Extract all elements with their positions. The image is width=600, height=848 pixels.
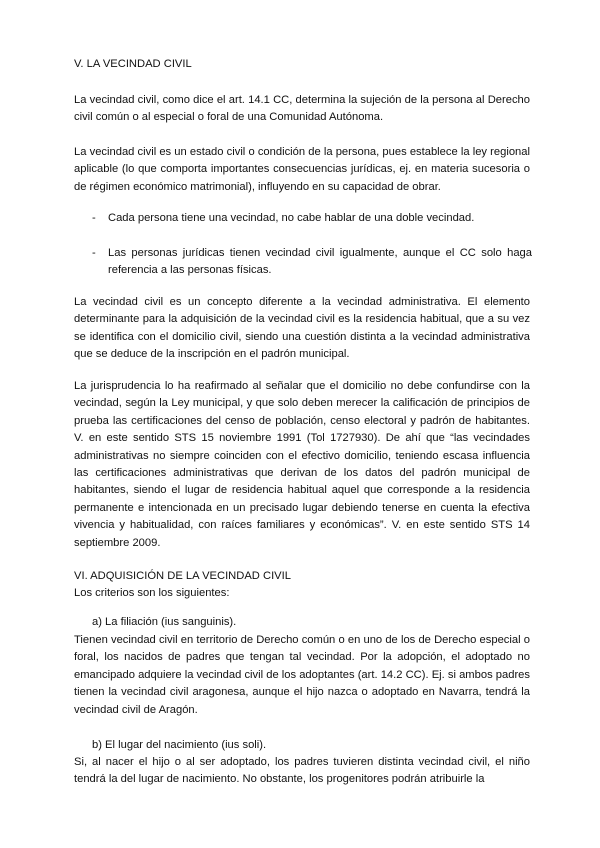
bullet-dash: - [92, 247, 96, 259]
section-v-heading: V. LA VECINDAD CIVIL [74, 58, 192, 70]
section-v-paragraph-1: La vecindad civil, como dice el art. 14.1 CC, determina la sujeción de la persona al Derecho civil común o al especial o foral de una Comunidad Autónoma. [74, 94, 530, 124]
criterion-b-label: b) El lugar del nacimiento (ius soli). [92, 739, 267, 751]
section-v-paragraph-4: La jurisprudencia lo ha reafirmado al señalar que el domicilio no debe confundirse con la vecindad, según la Ley municipal, y que solo deben merecer la calificación de principios de prueba las certificaciones del censo de población, censo electoral y padrón de habitantes. V. en este sentido STS 15 noviembre 1991 (Tol 1727930). De ahí que “las vecindades administrativas no siempre coinciden con el efectivo domicilio, teniendo escasa influencia las certificaciones administrativas que derivan de los datos del padrón municipal de habitantes, siendo el lugar de residencia habitual aquel que corresponde a la residencia permanente e intencionada en un precisado lugar debiendo tenerse en cuenta la efectiva vivencia y habitualidad, con raíces familiares y económicas”. V. en este sentido STS 14 septiembre 2009. [74, 380, 530, 549]
criterion-a-text: Tienen vecindad civil en territorio de Derecho común o en uno de los de Derecho especial o foral, los nacidos de padres que tengan tal vecindad. Por la adopción, el adoptado no emancipado adquiere la vecindad civil de los adoptantes (art. 14.2 CC). Ej. si ambos padres tienen la vecindad civil aragonesa, aunque el hijo nazca o adoptado en Navarra, tendrá la vecindad civil de Aragón. [74, 634, 530, 716]
section-v-paragraph-3: La vecindad civil es un concepto diferente a la vecindad administrativa. El elemento determinante para la adquisición de la vecindad civil es la residencia habitual, que a su vez se identifica con el domicilio civil, siendo una cuestión distinta a la vecindad administrativa que se deduce de la inscripción en el padrón municipal. [74, 296, 530, 361]
criterion-b-text: Si, al nacer el hijo o al ser adoptado, los padres tuvieren distinta vecindad civil, el niño tendrá la del lugar de nacimiento. No obstante, los progenitores podrán atribuirle la [74, 756, 530, 786]
bullet-text: Las personas jurídicas tienen vecindad civil igualmente, aunque el CC solo haga referencia a las personas físicas. [108, 247, 532, 277]
section-v-paragraph-2: La vecindad civil es un estado civil o condición de la persona, pues establece la ley regional aplicable (lo que comporta importantes consecuencias jurídicas, ej. en materia sucesoria o de régimen económico matrimonial), influyendo en su capacidad de obrar. [74, 146, 530, 193]
section-vi-heading: VI. ADQUISICIÓN DE LA VECINDAD CIVIL [74, 570, 291, 582]
bullet-text: Cada persona tiene una vecindad, no cabe hablar de una doble vecindad. [108, 212, 475, 224]
bullet-dash: - [92, 212, 96, 224]
criterion-a-label: a) La filiación (ius sanguinis). [92, 616, 237, 628]
section-vi-intro: Los criterios son los siguientes: [74, 587, 230, 599]
